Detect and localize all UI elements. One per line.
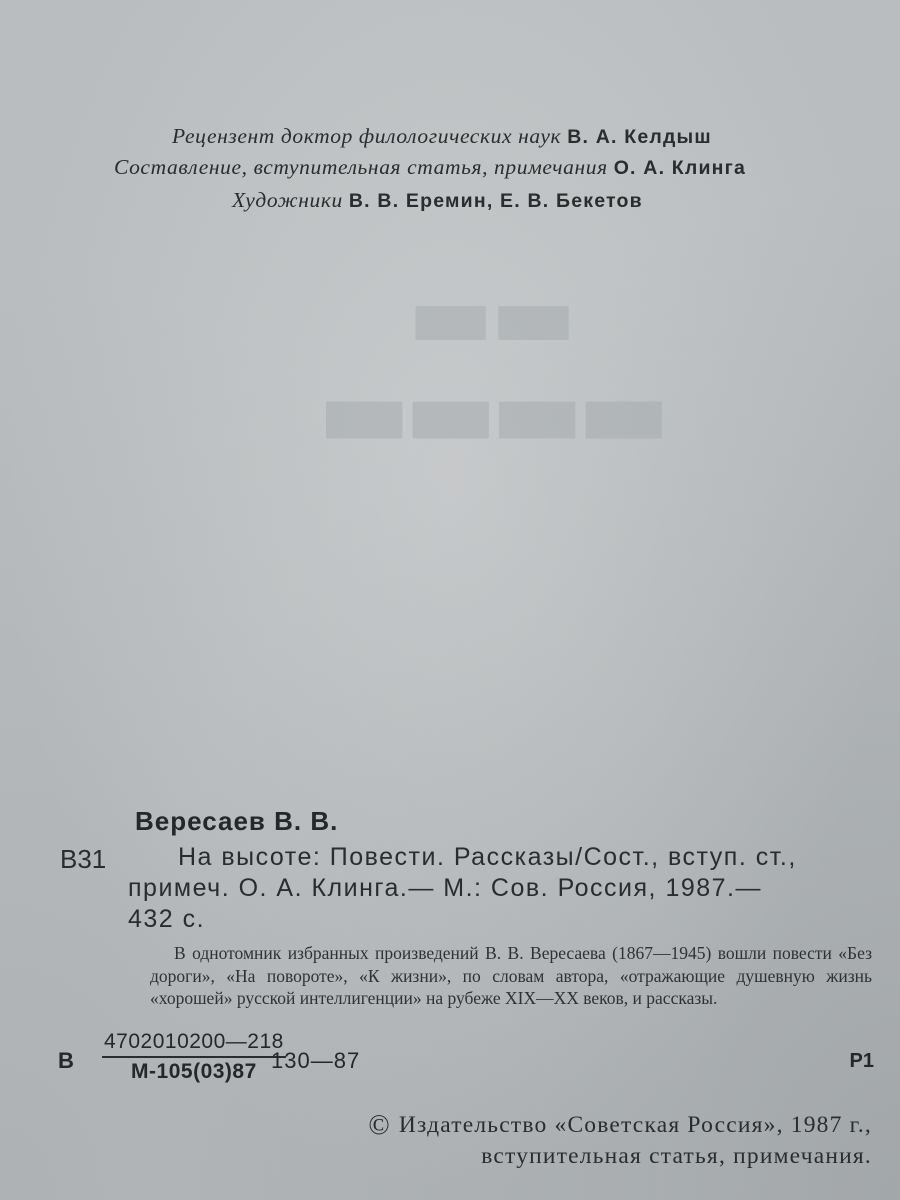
index-fraction bbox=[102, 1030, 286, 1084]
credit-compiler bbox=[114, 155, 746, 180]
catalog-author: Вересаев В. В. bbox=[135, 806, 339, 836]
catalog-description-line: На высоте: Повести. Рассказы/Сост., вступ. ст., bbox=[178, 843, 797, 871]
credit-artists bbox=[232, 188, 643, 213]
catalog-description-line: примеч. О. А. Клинга.— М.: Сов. Россия, 1987.— bbox=[128, 874, 763, 902]
bleed-through-shadow: ▬▬ ▬▬▬▬ bbox=[317, 262, 663, 470]
index-code: Р1 bbox=[849, 1050, 874, 1072]
credit-role: Художники bbox=[232, 188, 343, 212]
copyright-icon: © bbox=[368, 1110, 391, 1141]
copyright-line-1: Издательство «Советская Россия», 1987 г., bbox=[398, 1112, 872, 1138]
credit-reviewer bbox=[172, 124, 712, 149]
catalog-description-line: 432 с. bbox=[128, 905, 206, 933]
index-denominator: М-105(03)87 bbox=[131, 1060, 257, 1083]
catalog-annotation-text: В однотомник избранных произведений В. В. Вересаева (1867—1945) вошли повести «Без дороги», «На повороте», «К жизни», по словам автора, «отражающие душевную жизнь «хорошей» русской интеллигенции» на рубеже XIX—XX веков, и рассказы. bbox=[150, 943, 872, 1008]
credit-name: О. А. Клинга bbox=[613, 157, 747, 179]
index-numerator: 4702010200—218 bbox=[102, 1030, 286, 1058]
catalog-class-code: В31 bbox=[60, 844, 107, 874]
bibliographic-index bbox=[58, 1030, 878, 1090]
copyright-notice bbox=[368, 1110, 872, 1172]
catalog-description bbox=[128, 842, 872, 935]
catalog-annotation bbox=[150, 942, 872, 1010]
index-letter: В bbox=[58, 1048, 74, 1073]
credit-role: Рецензент доктор филологических наук bbox=[172, 124, 562, 148]
index-series: 130—87 bbox=[271, 1048, 361, 1073]
copyright-line-2: вступительная статья, примечания. bbox=[481, 1143, 872, 1169]
credit-name: В. В. Еремин, Е. В. Бекетов bbox=[348, 190, 643, 212]
credit-role: Составление, вступительная статья, примечания bbox=[114, 155, 608, 179]
credit-name: В. А. Келдыш bbox=[567, 126, 712, 148]
